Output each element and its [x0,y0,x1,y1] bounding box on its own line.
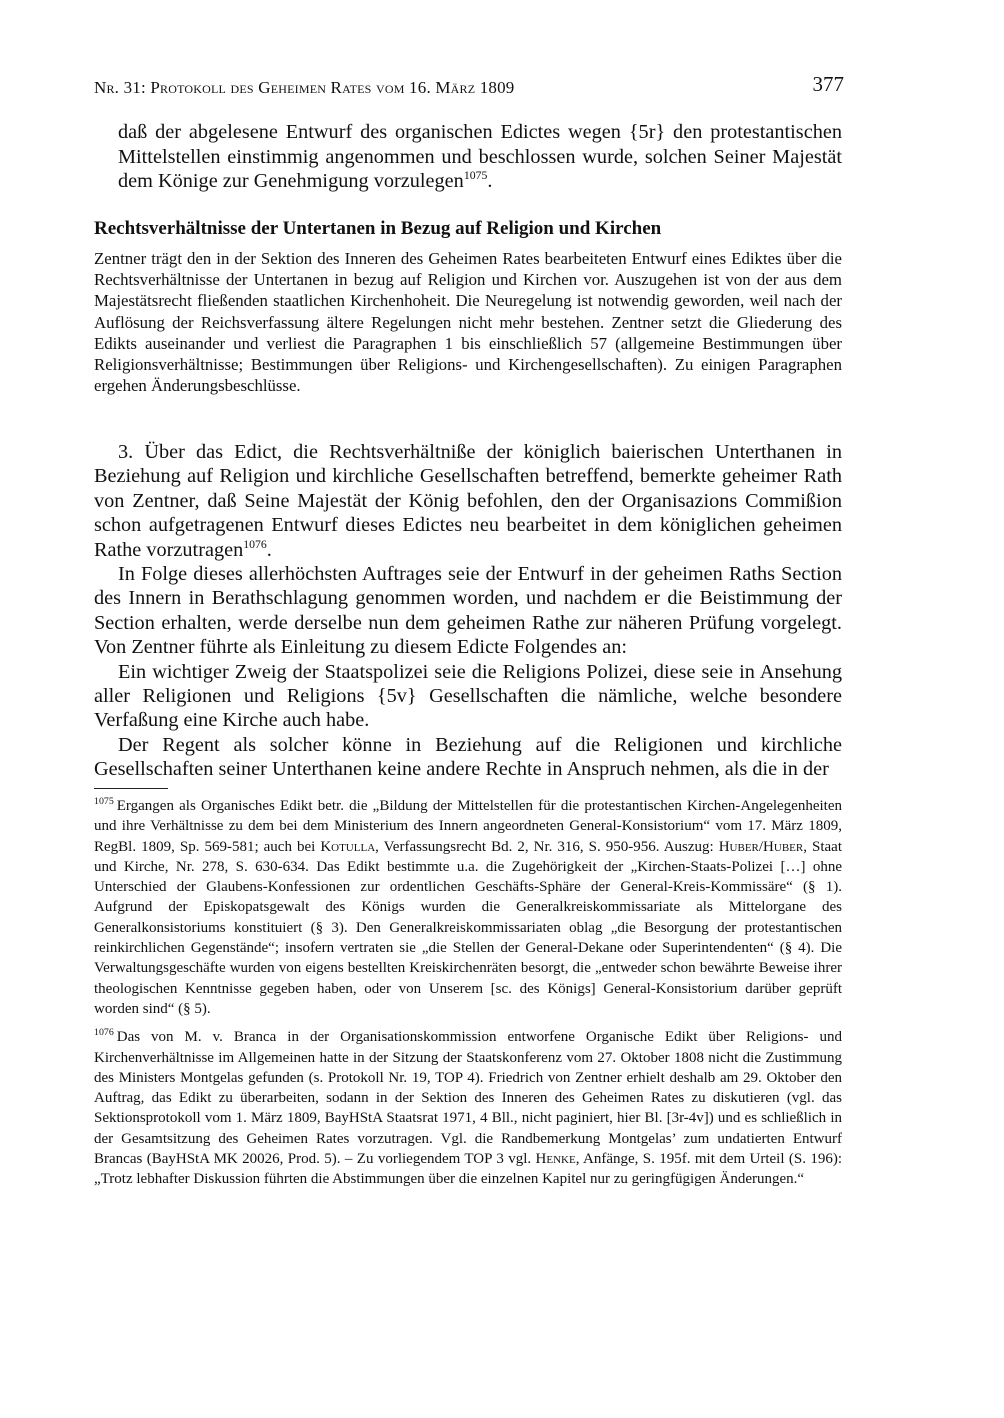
continuation-paragraph [118,120,842,194]
author-name: Huber/Huber [718,838,804,855]
footnotes [94,796,842,1198]
paragraph: Ein wichtiger Zweig der Staatspolizei seie die Religions Polizei, diese seie in Ansehung aller Religionen und Religions {5v} Gesellschaften die nämliche, welche besondere Verfaßung eine Kirche auch habe. [94,660,842,732]
section-heading: Rechtsverhältnisse der Untertanen in Bezug auf Religion und Kirchen [94,218,662,239]
paragraph-text: 3. Über das Edict, die Rechtsverhältniße der königlich baierischen Unterthanen in Beziehung auf Religion und kirchliche Gesellschaften betreffend, bemerkte geheimer Rath von Zentner, daß Seine Majestät der König befohlen, den der Organisazions Commißion schon aufgetragenen Entwurf dieses Edictes neu bearbeitet in dem königlichen geheimen Rathe vorzutragen [94,441,842,561]
footnote-mark: 1075 [94,796,114,807]
author-name: Henke [535,1151,576,1168]
paragraph [94,440,842,562]
footnote-separator [94,788,168,789]
page-header [94,72,844,102]
footnote-text: , Anfänge, S. 195f. mit dem Urteil (S. 196): „Trotz lebhafter Diskussion führten die Abstimmungen über die einzelnen Kapitel nur zu geringfügigen Änderungen.“ [94,1151,843,1188]
footnote-mark: 1076 [94,1027,114,1039]
footnote-text: , Staat und Kirche, Nr. 278, S. 630-634. Das Edikt bestimmte u.a. die Zugehörigkeit der „Kirchen-Staats-Polizei […] ohne Unterschied der Glaubens-Konfessionen zur ordentlichen Geschäfts-Sphäre der General-Kreis-Kommissäre“ (§ 1). Aufgrund der Episkopatsgewalt des Königs wurden die Generalkreiskommissariate als Mittelorgane des Generalkonsistoriums konstituiert (§ 3). Den Generalkreiskommissariaten oblag „die Besorgung der protestantischen reinkirchlichen Gegenstände“; insofern vertraten sie „die Stellen der General-Dekane oder Superintendenten“ (§ 4). Die Verwaltungsgeschäfte wurden von eigens bestellten Kreiskirchenräten besorgt, die „entweder schon bewährte Beweise ihrer theologischen Kenntnisse gegeben haben, oder von Unserem [sc. des Königs] General-Konsistorium darüber geprüft worden sind“ (§ 5). [94,838,842,1017]
continuation-text: daß der abgelesene Entwurf des organischen Edictes wegen {5r} den protestantischen Mittelstellen einstimmig angenommen und beschlossen wurde, solchen Seiner Majestät dem Könige zur Genehmigung vorzulegen [118,121,842,192]
footnote-text: Das von M. v. Branca in der Organisationskommission entworfene Organische Edikt über Religions- und Kirchenverhältnisse im Allgemeinen hatte in der Sitzung der Staatskonferenz vom 27. Oktober 1808 nicht die Zustimmung des Ministers Montgelas gefunden (s. Protokoll Nr. 19, TOP 4). Friedrich von Zentner erhielt deshalb am 29. Oktober den Auftrag, das Edikt zu überarbeiten, sodann in der Sektion des Inneren des Geheimen Rates zu diskutieren (vgl. das Sektionsprotokoll vom 1. März 1809, BayHStA Staatsrat 1971, 4 Bll., nicht paginiert, hier Bl. [3r-4v]) und es schließlich in der Gesamtsitzung des Geheimen Rates vorzutragen. Vgl. die Randbemerkung Montgelas’ zum undatierten Entwurf Brancas (BayHStA MK 20026, Prod. 5). – Zu vorliegendem TOP 3 vgl. [94,1029,842,1168]
footnote-reference[interactable]: 1075 [463,169,488,183]
page-number: 377 [812,72,844,96]
footnote-reference[interactable]: 1076 [243,537,267,551]
footnote-1076 [94,1027,842,1189]
editorial-summary: Zentner trägt den in der Sektion des Inneren des Geheimen Rates bearbeiteten Entwurf eines Ediktes über die Rechtsverhältnisse der Untertanen in bezug auf Religion und Kirchen vor. Auszugehen ist von der aus dem Majestätsrecht fließenden staatlichen Kirchenhoheit. Die Neuregelung ist notwendig geworden, weil nach der Auflösung der Reichsverfassung ältere Regelungen nicht mehr bestehen. Zentner setzt die Gliederung des Edikts auseinander und verliest die Paragraphen 1 bis einschließlich 57 (allgemeine Bestimmungen über Religionsverhältnisse; Bestimmungen über Religions- und Kirchengesellschaften). Zu einigen Paragraphen ergehen Änderungsbeschlüsse. [94,249,842,396]
footnote-text: Ergangen als Organisches Edikt betr. die „Bildung der Mittelstellen für die protestantischen Kirchen-Angelegenheiten und ihre Verhältnisse zu dem bei dem Ministerium des Innern angeordneten General-Konsistorium“ vom 17. März 1809, RegBl. 1809, Sp. 569-581; auch bei [94,798,842,855]
sentence-end: . [266,538,272,561]
sentence-end: . [487,170,493,192]
author-name: Kotulla [320,838,376,855]
paragraph: Der Regent als solcher könne in Beziehung auf die Religionen und kirchliche Gesellschaften seiner Unterthanen keine andere Rechte in Anspruch nehmen, als die in der [94,733,842,781]
protocol-text [94,440,842,782]
running-head: Nr. 31: Protokoll des Geheimen Rates vom 16. März 1809 [94,78,515,97]
paragraph: In Folge dieses allerhöchsten Auftrages seie der Entwurf in der geheimen Raths Section des Innern in Berathschlagung genommen worden, und nachdem er die Beistimmung der Section erhalten, werde derselbe nun dem geheimen Rathe zur näheren Prüfung vorgelegt. Von Zentner führte als Einleitung zu diesem Edicte Folgendes an: [94,563,842,659]
footnote-1075 [94,796,842,1019]
footnote-text: , Verfassungsrecht Bd. 2, Nr. 316, S. 950-956. Auszug: [375,838,719,855]
